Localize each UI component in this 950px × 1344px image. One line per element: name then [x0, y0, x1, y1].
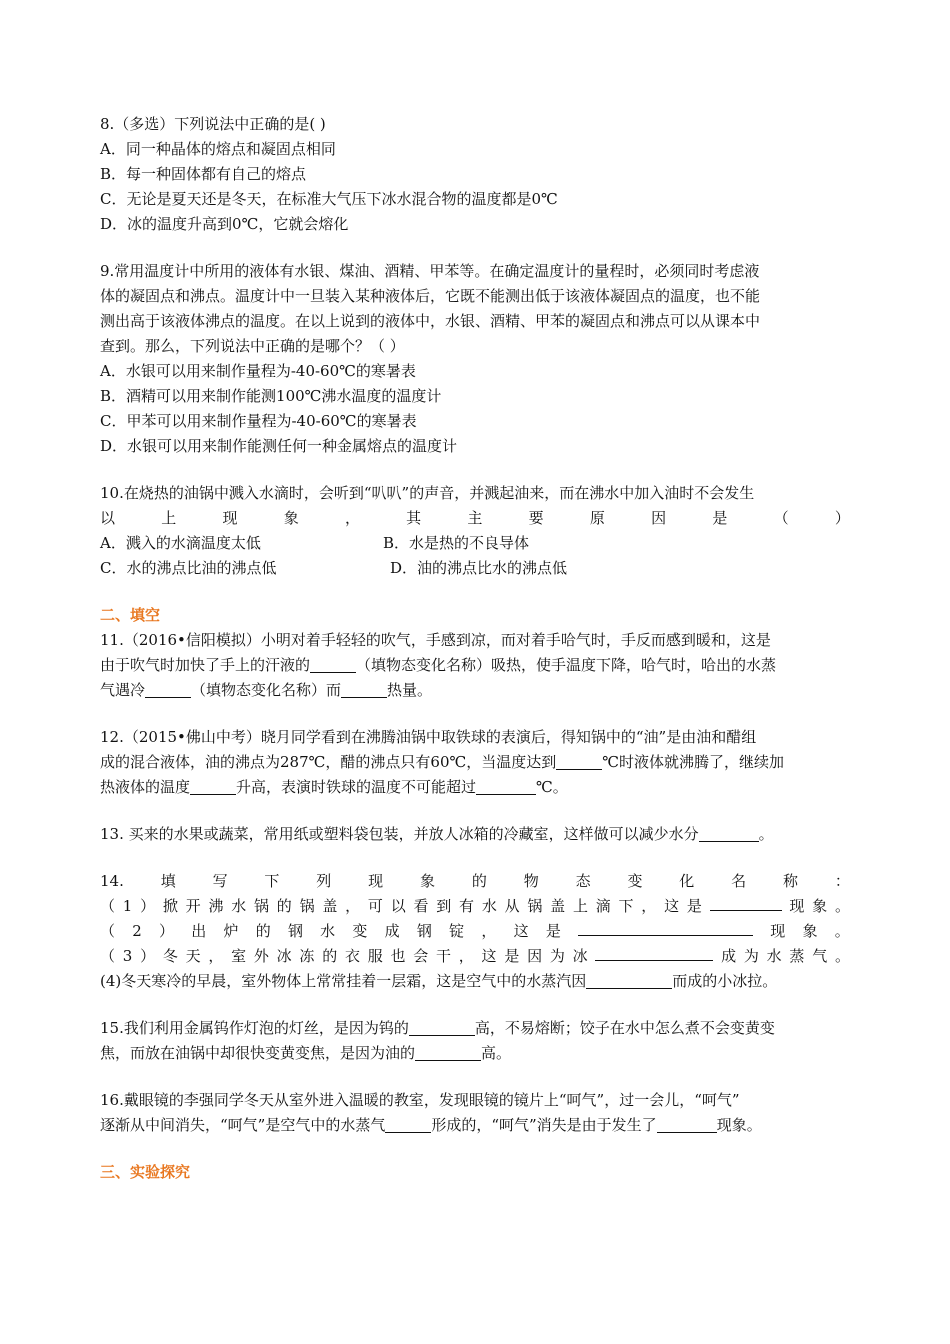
char: 出: [191, 922, 207, 940]
char: 盖: [550, 897, 566, 915]
text: 。: [758, 825, 774, 843]
char: 现: [222, 509, 238, 527]
answer-blank[interactable]: [710, 894, 782, 911]
char: 滴: [595, 897, 611, 915]
char: 下: [618, 897, 634, 915]
char: ）: [159, 922, 175, 940]
char: 钢: [287, 922, 303, 940]
question-line: 9.常用温度计中所用的液体有水银、煤油、酒精、甲苯等。在确定温度计的量程时，必须同时考虑液: [100, 262, 760, 280]
text: 现象。: [716, 1116, 762, 1134]
char: 可: [367, 897, 383, 915]
option-c: C．水的沸点比油的沸点低: [100, 559, 277, 577]
text: 成的混合液体，油的沸点为287℃，醋的沸点只有60℃，当温度达到: [100, 753, 557, 771]
char: 钢: [416, 922, 432, 940]
char: （: [100, 947, 116, 965]
char: 2: [132, 922, 142, 940]
char: 炉: [223, 922, 239, 940]
char: 开: [185, 897, 201, 915]
text: 逐渐从中间消失，“呵气”是空气中的水蒸气: [100, 1116, 386, 1134]
text: 13. 买来的水果或蔬菜，常用纸或塑料袋包装，并放人冰箱的冷藏室，这样做可以减少水分: [100, 825, 699, 843]
answer-blank[interactable]: [657, 1116, 717, 1133]
char: 因: [651, 509, 667, 527]
char: 到: [436, 897, 452, 915]
char: 化: [679, 872, 695, 890]
char: 下: [264, 872, 280, 890]
char: ，: [458, 947, 474, 965]
char: ，: [481, 922, 497, 940]
question-line: [100, 969, 850, 994]
question-11: [100, 628, 850, 703]
question-line: 16.戴眼镜的李强同学冬天从室外进入温暖的教室，发现眼镜的镜片上“呵气”，过一会儿，“呵气”: [100, 1091, 740, 1109]
char: 的: [322, 947, 338, 965]
char: 填: [160, 872, 176, 890]
text: (4)冬天寒冷的早晨，室外物体上常常挂着一层霜，这是空气中的水蒸汽因: [100, 972, 587, 990]
answer-blank[interactable]: [190, 778, 236, 795]
answer-blank[interactable]: [415, 1044, 481, 1061]
char: 锅: [527, 897, 543, 915]
text: 热液体的温度: [100, 778, 191, 796]
char: 看: [413, 897, 429, 915]
answer-blank[interactable]: [476, 778, 536, 795]
char: 象: [420, 872, 436, 890]
char: 要: [528, 509, 544, 527]
char: 衣: [344, 947, 360, 965]
question-line: [100, 775, 850, 800]
char: （: [100, 897, 116, 915]
question-14: [100, 869, 850, 994]
char: 是: [712, 509, 728, 527]
justified-line: [100, 506, 850, 531]
option-row: [100, 531, 850, 556]
char: ：: [834, 872, 850, 890]
char: 也: [390, 947, 406, 965]
char: 上: [572, 897, 588, 915]
char: 这: [481, 947, 497, 965]
char: 原: [589, 509, 605, 527]
char: 列: [316, 872, 332, 890]
option-d: D．水银可以用来制作能测任何一种金属熔点的温度计: [100, 437, 458, 455]
text: ℃。: [536, 778, 568, 796]
char: 现: [368, 872, 384, 890]
answer-blank[interactable]: [699, 825, 759, 842]
char: 是: [504, 947, 520, 965]
char: 锭: [449, 922, 465, 940]
justified-line: [100, 869, 850, 894]
option-d: D．油的沸点比水的沸点低: [390, 559, 568, 577]
justified-line: [100, 944, 850, 969]
char: 象: [283, 509, 299, 527]
char: 的: [471, 872, 487, 890]
question-line: 查到。那么，下列说法中正确的是哪个？（ ）: [100, 337, 405, 355]
char: ，: [208, 947, 224, 965]
char: 冰: [572, 947, 588, 965]
question-16: [100, 1088, 850, 1138]
text: 高，不易熔断；饺子在水中怎么煮不会变黄变: [474, 1019, 775, 1037]
char: 。: [834, 947, 850, 965]
char: ）: [140, 947, 156, 965]
option-a: A．溅入的水滴温度太低: [100, 534, 261, 552]
char: 现: [770, 922, 786, 940]
char: 成: [721, 947, 737, 965]
char: 锅: [299, 897, 315, 915]
char: 掀: [162, 897, 178, 915]
answer-blank[interactable]: [341, 681, 387, 698]
char: 为: [743, 947, 759, 965]
option-b: B．酒精可以用来制作能测100℃沸水温度的温度计: [100, 387, 442, 405]
answer-blank[interactable]: [556, 753, 602, 770]
char: 水: [231, 897, 247, 915]
option-d: D．冰的温度升高到0℃，它就会熔化: [100, 215, 349, 233]
char: 变: [352, 922, 368, 940]
question-line: [100, 750, 850, 775]
char: 锅: [254, 897, 270, 915]
char: 干: [436, 947, 452, 965]
question-13: [100, 822, 850, 847]
char: 现: [789, 897, 805, 915]
char: 变: [627, 872, 643, 890]
question-line: 体的凝固点和沸点。温度计中一旦装入某种液体后，它既不能测出低于该液体凝固点的温度，也不能: [100, 287, 761, 305]
char: 为: [549, 947, 565, 965]
char: 沸: [208, 897, 224, 915]
char: 主: [467, 509, 483, 527]
char: （: [100, 922, 116, 940]
answer-blank[interactable]: [310, 656, 356, 673]
char: 水: [481, 897, 497, 915]
char: 天: [185, 947, 201, 965]
char: ，: [345, 897, 361, 915]
char: 成: [384, 922, 400, 940]
char: 会: [413, 947, 429, 965]
char: 象: [802, 922, 818, 940]
char: 气: [812, 947, 828, 965]
char: 冻: [299, 947, 315, 965]
text: 气遇冷: [100, 681, 146, 699]
option-b: B．每一种固体都有自己的熔点: [100, 165, 307, 183]
text: 焦，而放在油锅中却很快变黄变焦，是因为油的: [100, 1044, 416, 1062]
char: 冰: [276, 947, 292, 965]
char: 的: [255, 922, 271, 940]
char: 是: [545, 922, 561, 940]
char: 因: [527, 947, 543, 965]
question-9: [100, 259, 850, 459]
question-12: [100, 725, 850, 800]
question-line: 11.（2016•信阳模拟）小明对着手轻轻的吹气，手感到凉，而对着手哈气时，手反而感到暖和，这是: [100, 631, 771, 649]
question-line: 测出高于该液体沸点的温度。在以上说到的液体中，水银、酒精、甲苯的凝固点和沸点可以从课本中: [100, 312, 761, 330]
question-line: [100, 653, 850, 678]
char: 水: [766, 947, 782, 965]
char: 水: [320, 922, 336, 940]
answer-blank[interactable]: [595, 944, 713, 961]
section-heading-fill: 二、填空: [100, 606, 161, 624]
option-b: B．水是热的不良导体: [383, 534, 530, 552]
text: （填物态变化名称）而: [191, 681, 342, 699]
char: 外: [253, 947, 269, 965]
answer-blank[interactable]: [578, 919, 753, 936]
question-line: [100, 1016, 850, 1041]
char: ，: [641, 897, 657, 915]
char: ）: [834, 509, 850, 527]
option-a: A．水银可以用来制作量程为-40-60℃的寒暑表: [100, 362, 416, 380]
answer-blank[interactable]: [586, 972, 672, 989]
char: 这: [513, 922, 529, 940]
answer-blank[interactable]: [145, 681, 191, 698]
text: ℃时液体就沸腾了，继续加: [602, 753, 785, 771]
char: 室: [231, 947, 247, 965]
question-line: 10.在烧热的油锅中溅入水滴时，会听到“叭叭”的声音，并溅起油来，而在沸水中加入油时不会发生: [100, 484, 755, 502]
question-line: [100, 678, 850, 703]
question-line: [100, 1041, 850, 1066]
char: 盖: [322, 897, 338, 915]
char: 蒸: [789, 947, 805, 965]
text: 由于吹气时加快了手上的汗液的: [100, 656, 311, 674]
option-c: C．甲苯可以用来制作量程为-40-60℃的寒暑表: [100, 412, 417, 430]
justified-line: [100, 919, 850, 944]
char: 1: [122, 897, 133, 915]
char: 态: [575, 872, 591, 890]
char: ，: [344, 509, 360, 527]
char: 物: [523, 872, 539, 890]
question-8: [100, 112, 850, 237]
text: 升高，表演时铁球的温度不可能超过: [236, 778, 477, 796]
char: 服: [367, 947, 383, 965]
answer-blank[interactable]: [385, 1116, 431, 1133]
option-c: C．无论是夏天还是冬天，在标准大气压下冰水混合物的温度都是0℃: [100, 190, 558, 208]
text: 热量。: [387, 681, 433, 699]
text: 形成的，“呵气”消失是由于发生了: [431, 1116, 657, 1134]
question-line: [100, 1113, 850, 1138]
char: 3: [122, 947, 133, 965]
char: 称: [783, 872, 799, 890]
text: 高。: [481, 1044, 512, 1062]
option-a: A．同一种晶体的熔点和凝固点相同: [100, 140, 336, 158]
option-row: [100, 556, 850, 581]
char: 的: [276, 897, 292, 915]
question-15: [100, 1016, 850, 1066]
text: （填物态变化名称）吸热，使手温度下降，哈气时，哈出的水蒸: [356, 656, 777, 674]
char: 这: [664, 897, 680, 915]
char: 上: [161, 509, 177, 527]
char: ）: [140, 897, 156, 915]
question-10: [100, 481, 850, 581]
char: （: [773, 509, 789, 527]
char: 。: [834, 922, 850, 940]
char: 14.: [100, 872, 124, 890]
text: 而成的小冰拉。: [672, 972, 778, 990]
char: 从: [504, 897, 520, 915]
question-line: [100, 822, 850, 847]
char: 其: [406, 509, 422, 527]
char: 。: [834, 897, 850, 915]
char: 有: [459, 897, 475, 915]
section-heading-experiment: 三、实验探究: [100, 1163, 191, 1181]
answer-blank[interactable]: [409, 1019, 475, 1036]
char: 象: [812, 897, 828, 915]
worksheet-page: [100, 112, 850, 1185]
char: 写: [212, 872, 228, 890]
char: 以: [390, 897, 406, 915]
justified-line: [100, 894, 850, 919]
question-line: 12.（2015•佛山中考）晓月同学看到在沸腾油锅中取铁球的表演后，得知锅中的“油”是由油和醋组: [100, 728, 757, 746]
question-stem: 8.（多选）下列说法中正确的是( ): [100, 115, 326, 133]
char: 名: [731, 872, 747, 890]
char: 冬: [162, 947, 178, 965]
char: 以: [100, 509, 116, 527]
text: 15.我们利用金属钨作灯泡的灯丝，是因为钨的: [100, 1019, 409, 1037]
char: 是: [686, 897, 702, 915]
